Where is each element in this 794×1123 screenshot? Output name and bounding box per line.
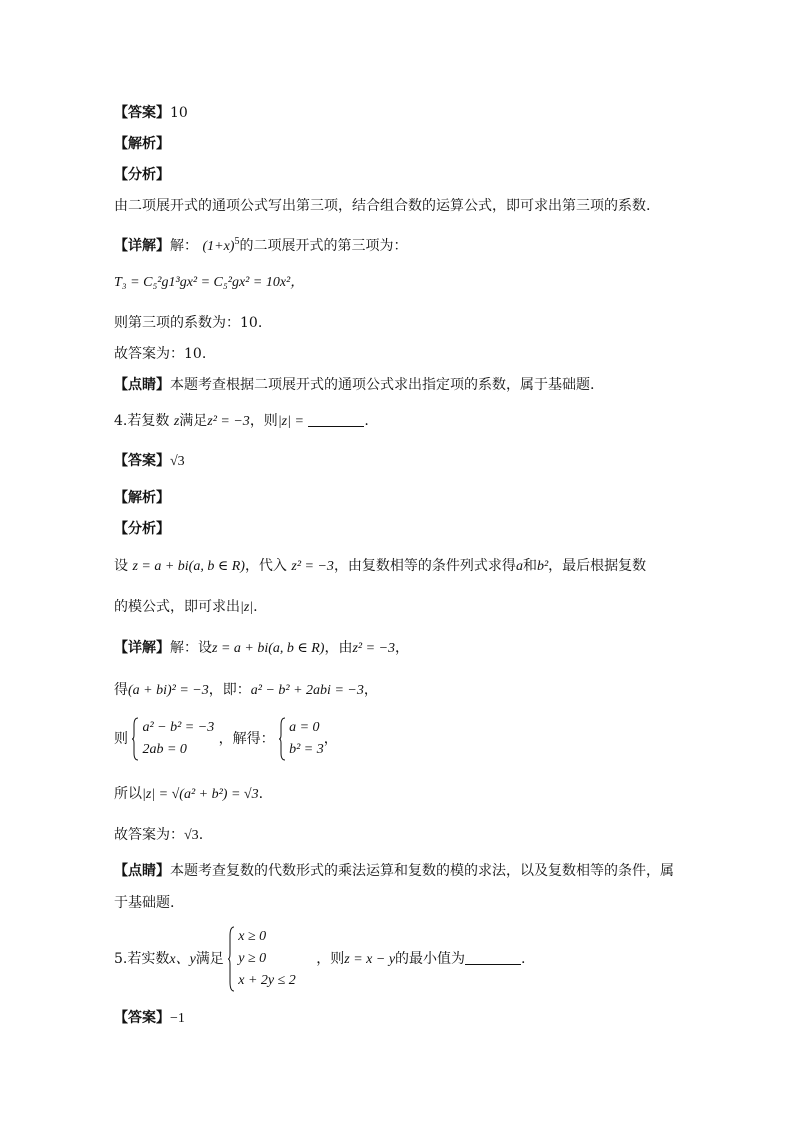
comment-tag: 【点睛】 [114,377,170,393]
math-expr: z² = −3 [352,641,396,656]
text: 解：设 [170,640,212,656]
math-expr: z = a + bi(a, b ∈ R) [212,641,325,656]
answer-tag: 【答案】 [114,1010,170,1026]
text: 得 [114,682,128,698]
math-expr: √3 [184,828,199,843]
text: ， [323,731,338,747]
equation-system-1 [132,717,214,761]
text: . [198,827,204,843]
math-expr: |z| [240,600,254,615]
q3-analysis: 由二项展开式的通项公式写出第三项，结合组合数的运算公式，即可求出第三项的系数. [114,198,651,214]
answer-tag: 【答案】 [114,453,170,469]
system-row: x + 2y ≤ 2 [238,973,296,988]
text: 故答案为： [114,827,184,843]
text: . [253,599,258,615]
text: 所以 [114,786,142,802]
jiexi-tag: 【解析】 [114,490,170,506]
answer-value: 10 [170,105,188,121]
math-expr: a² − b² + 2abi = −3 [250,683,364,698]
system-row: y ≥ 0 [238,951,267,966]
detail-prefix: 解： [170,238,198,254]
text: ，则 [316,951,345,967]
q3-coef-line: 则第三项的系数为：10. [114,315,263,331]
text: ，解得： [218,731,275,747]
q4-answer-line [114,451,185,472]
math-expr: |z| = √(a² + b²) = √3 [142,787,259,802]
answer-tag: 【答案】 [114,105,170,121]
q3-detail-line [114,232,407,257]
text: 的模公式，即可求出 [114,599,240,615]
q4-stem-mid2: ，则 [249,413,278,429]
math-expr: (a + bi)² = −3 [128,683,209,698]
q4-stem-prefix: 4.若复数 [114,413,170,429]
q5-answer-line [114,1008,185,1029]
q4-stem-mid: 满足 [179,413,208,429]
brace-icon [279,717,286,761]
t3-formula: T₃ = C₅²g1³gx² = C₅²gx² = 10x²， [114,275,305,290]
q4-var: z [173,414,180,429]
detail-tag: 【详解】 [114,640,170,656]
q4-system-line [114,717,338,761]
q4-stem-end: . [364,413,369,429]
q4-equation: z² = −3 [207,414,250,429]
q4-abs-line [114,784,263,805]
detail-suffix: 的二项展开式的第三项为： [239,238,408,254]
comment-text: 本题考查复数的代数形式的乘法运算和复数的模的求法，以及复数相等的条件，属 [170,863,674,879]
answer-value: −1 [170,1011,185,1026]
jiexi-tag: 【解析】 [114,136,170,152]
comment-text: 本题考查根据二项展开式的通项公式求出指定项的系数，属于基础题. [170,377,595,393]
detail-tag: 【详解】 [114,238,170,254]
brace-icon [132,717,139,761]
q3-comment [114,375,594,395]
q3-final-line: 故答案为：10. [114,346,207,362]
text: 设 [114,558,128,574]
q4-final-line [114,825,203,846]
answer-value: √3 [170,454,185,469]
system-row: 2ab = 0 [142,742,187,757]
fenxi-tag: 【分析】 [114,167,170,183]
math-expr: z = a + bi(a, b ∈ R) [132,559,245,574]
q4-analysis-1 [114,556,646,577]
q3-answer-line [114,103,188,123]
fenxi-tag: 【分析】 [114,521,170,537]
text: ，代入 [244,558,287,574]
text: ，由 [324,640,353,656]
q4-comment-2: 于基础题. [114,895,175,911]
q4-comment-1 [114,861,674,881]
binomial-base: (1+x) [202,239,235,254]
answer-blank [308,412,364,427]
math-expr: z = x − y [344,952,396,967]
answer-blank [465,950,521,965]
text: 则 [114,731,128,747]
text: 5.若实数 [114,951,170,967]
q4-detail-1 [114,638,409,659]
text: ，最后根据复数 [548,558,647,574]
math-expr: z² = −3 [291,559,334,574]
text: 的最小值为 [395,951,466,967]
math-var: a [515,559,523,574]
q4-stem [114,411,369,432]
text: ， [363,682,378,698]
text: ， [395,640,410,656]
text: . [258,786,264,802]
q5-stem [114,926,526,992]
brace-icon [228,926,235,992]
q4-abs: |z| = [277,414,304,429]
text: . [521,951,526,967]
comment-tag: 【点睛】 [114,863,170,879]
text: 和 [522,558,537,574]
q4-detail-2 [114,680,378,701]
text: 满足 [195,951,224,967]
q4-analysis-2 [114,597,258,618]
constraint-system [228,926,296,992]
text: ，由复数相等的条件列式求得 [333,558,516,574]
math-var: x、y [169,952,196,967]
text: ，即： [208,682,251,698]
binomial-exponent: 5 [234,236,240,247]
system-row: b² = 3 [289,742,324,757]
system-row: a = 0 [289,720,320,735]
equation-system-2 [279,717,324,761]
binomial-expr [202,236,240,254]
math-var: b² [536,559,549,574]
system-row: x ≥ 0 [238,929,267,944]
system-row: a² − b² = −3 [142,720,215,735]
